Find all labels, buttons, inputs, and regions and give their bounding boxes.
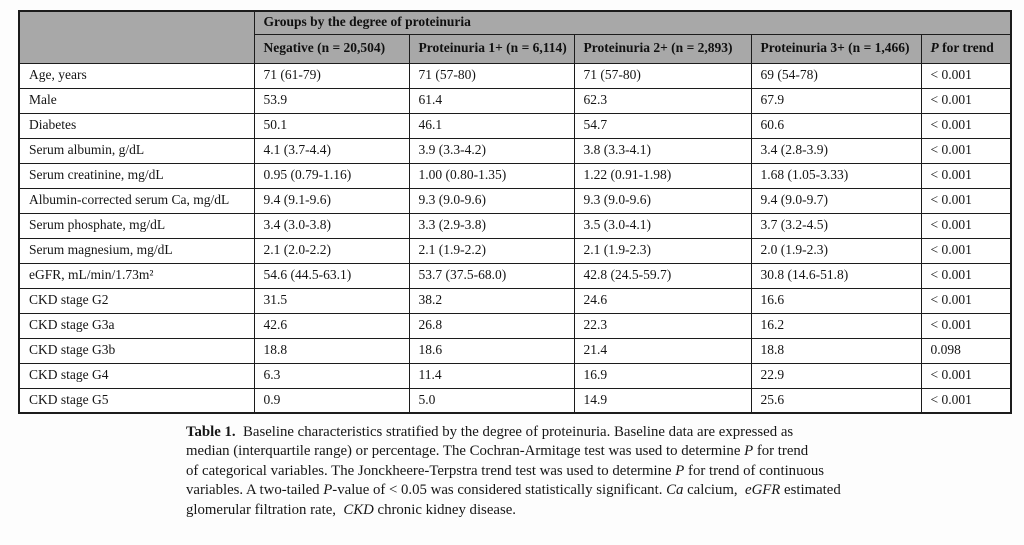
- cell-proteinuria-2: 9.3 (9.0-9.6): [574, 188, 751, 213]
- cell-proteinuria-1: 71 (57-80): [409, 63, 574, 88]
- cell-negative: 18.8: [254, 338, 409, 363]
- cell-proteinuria-2: 22.3: [574, 313, 751, 338]
- cell-negative: 4.1 (3.7-4.4): [254, 138, 409, 163]
- caption-line: [186, 442, 876, 461]
- cell-proteinuria-1: 61.4: [409, 88, 574, 113]
- group-header-row: [19, 11, 1011, 34]
- row-label: Serum magnesium, mg/dL: [19, 238, 254, 263]
- cell-negative: 54.6 (44.5-63.1): [254, 263, 409, 288]
- table-row: [19, 288, 1011, 313]
- cell-proteinuria-3: 16.2: [751, 313, 921, 338]
- caption-segment: Baseline characteristics stratified by the degree of proteinuria. Baseline data are expressed as: [235, 424, 794, 440]
- caption-segment: estimated: [780, 482, 841, 499]
- row-label: Age, years: [19, 63, 254, 88]
- table-row: [19, 88, 1011, 113]
- cell-proteinuria-2: 71 (57-80): [574, 63, 751, 88]
- cell-negative: 53.9: [254, 88, 409, 113]
- cell-proteinuria-3: 18.8: [751, 338, 921, 363]
- table-caption: [186, 423, 876, 520]
- cell-proteinuria-3: 25.6: [751, 388, 921, 413]
- table-row: [19, 113, 1011, 138]
- cell-proteinuria-1: 2.1 (1.9-2.2): [409, 238, 574, 263]
- table-row: [19, 188, 1011, 213]
- row-label: Serum phosphate, mg/dL: [19, 213, 254, 238]
- group-header-cell: Groups by the degree of proteinuria: [254, 11, 1011, 34]
- cell-proteinuria-1: 38.2: [409, 288, 574, 313]
- caption-segment: for trend: [753, 443, 809, 460]
- cell-proteinuria-3: 3.4 (2.8-3.9): [751, 138, 921, 163]
- row-label: Albumin-corrected serum Ca, mg/dL: [19, 188, 254, 213]
- cell-negative: 71 (61-79): [254, 63, 409, 88]
- cell-proteinuria-2: 2.1 (1.9-2.3): [574, 238, 751, 263]
- cell-proteinuria-2: 62.3: [574, 88, 751, 113]
- cell-p-for-trend: < 0.001: [921, 88, 1011, 113]
- table-row: [19, 313, 1011, 338]
- cell-p-for-trend: < 0.001: [921, 163, 1011, 188]
- cell-proteinuria-1: 9.3 (9.0-9.6): [409, 188, 574, 213]
- cell-proteinuria-2: 3.5 (3.0-4.1): [574, 213, 751, 238]
- caption-line: [186, 423, 876, 442]
- cell-proteinuria-3: 1.68 (1.05-3.33): [751, 163, 921, 188]
- column-header-negative: Negative (n = 20,504): [254, 34, 409, 63]
- column-header-proteinuria-3: Proteinuria 3+ (n = 1,466): [751, 34, 921, 63]
- caption-line: [186, 501, 876, 520]
- cell-negative: 9.4 (9.1-9.6): [254, 188, 409, 213]
- cell-proteinuria-2: 14.9: [574, 388, 751, 413]
- cell-proteinuria-3: 69 (54-78): [751, 63, 921, 88]
- cell-negative: 0.9: [254, 388, 409, 413]
- row-label: Serum creatinine, mg/dL: [19, 163, 254, 188]
- caption-segment: -value of < 0.05 was considered statistically significant.: [332, 482, 667, 499]
- cell-proteinuria-2: 21.4: [574, 338, 751, 363]
- cell-proteinuria-1: 46.1: [409, 113, 574, 138]
- cell-proteinuria-2: 24.6: [574, 288, 751, 313]
- cell-proteinuria-1: 3.3 (2.9-3.8): [409, 213, 574, 238]
- row-label: CKD stage G3b: [19, 338, 254, 363]
- cell-p-for-trend: < 0.001: [921, 288, 1011, 313]
- row-label: Serum albumin, g/dL: [19, 138, 254, 163]
- caption-segment: for trend of continuous: [684, 462, 825, 479]
- cell-proteinuria-2: 16.9: [574, 363, 751, 388]
- caption-segment: P: [675, 462, 685, 479]
- cell-proteinuria-2: 3.8 (3.3-4.1): [574, 138, 751, 163]
- cell-proteinuria-1: 1.00 (0.80-1.35): [409, 163, 574, 188]
- cell-p-for-trend: < 0.001: [921, 263, 1011, 288]
- column-header-p-for-trend: [921, 34, 1011, 63]
- cell-p-for-trend: < 0.001: [921, 363, 1011, 388]
- cell-proteinuria-3: 9.4 (9.0-9.7): [751, 188, 921, 213]
- caption-line: [186, 481, 876, 500]
- caption-segment: chronic kidney disease.: [373, 501, 516, 518]
- table-row: [19, 263, 1011, 288]
- table-row: [19, 213, 1011, 238]
- cell-p-for-trend: < 0.001: [921, 113, 1011, 138]
- table-row: [19, 363, 1011, 388]
- cell-proteinuria-1: 3.9 (3.3-4.2): [409, 138, 574, 163]
- table-row: [19, 388, 1011, 413]
- cell-proteinuria-1: 11.4: [409, 363, 574, 388]
- cell-proteinuria-1: 5.0: [409, 388, 574, 413]
- cell-proteinuria-3: 30.8 (14.6-51.8): [751, 263, 921, 288]
- cell-proteinuria-2: 42.8 (24.5-59.7): [574, 263, 751, 288]
- baseline-characteristics-table: [18, 10, 1012, 414]
- empty-corner-header-cell: [19, 11, 254, 63]
- caption-segment: variables. A two-tailed: [186, 482, 324, 499]
- cell-proteinuria-3: 3.7 (3.2-4.5): [751, 213, 921, 238]
- cell-p-for-trend: < 0.001: [921, 188, 1011, 213]
- cell-proteinuria-1: 26.8: [409, 313, 574, 338]
- caption-segment: median (interquartile range) or percentage. The Cochran-Armitage test was used to determine: [186, 443, 745, 460]
- column-header-proteinuria-2: Proteinuria 2+ (n = 2,893): [574, 34, 751, 63]
- caption-line: [186, 462, 876, 481]
- cell-proteinuria-3: 16.6: [751, 288, 921, 313]
- row-label: Diabetes: [19, 113, 254, 138]
- cell-negative: 0.95 (0.79-1.16): [254, 163, 409, 188]
- cell-negative: 42.6: [254, 313, 409, 338]
- cell-negative: 50.1: [254, 113, 409, 138]
- caption-segment: P: [323, 482, 333, 499]
- cell-negative: 31.5: [254, 288, 409, 313]
- p-for-trend-italic-p: P: [930, 40, 939, 56]
- cell-p-for-trend: < 0.001: [921, 313, 1011, 338]
- cell-proteinuria-2: 54.7: [574, 113, 751, 138]
- caption-segment: Table 1.: [186, 424, 236, 440]
- table-row: [19, 138, 1011, 163]
- cell-negative: 6.3: [254, 363, 409, 388]
- caption-segment: eGFR: [745, 482, 781, 499]
- table-row: [19, 338, 1011, 363]
- row-label: CKD stage G4: [19, 363, 254, 388]
- caption-segment: Ca: [666, 482, 684, 499]
- row-label: Male: [19, 88, 254, 113]
- p-for-trend-rest: for trend: [938, 40, 994, 56]
- cell-proteinuria-1: 18.6: [409, 338, 574, 363]
- cell-negative: 2.1 (2.0-2.2): [254, 238, 409, 263]
- cell-proteinuria-3: 2.0 (1.9-2.3): [751, 238, 921, 263]
- cell-p-for-trend: < 0.001: [921, 238, 1011, 263]
- cell-p-for-trend: < 0.001: [921, 63, 1011, 88]
- cell-negative: 3.4 (3.0-3.8): [254, 213, 409, 238]
- caption-segment: CKD: [343, 501, 374, 518]
- caption-segment: P: [744, 443, 754, 460]
- column-header-proteinuria-1: Proteinuria 1+ (n = 6,114): [409, 34, 574, 63]
- cell-proteinuria-2: 1.22 (0.91-1.98): [574, 163, 751, 188]
- cell-p-for-trend: < 0.001: [921, 138, 1011, 163]
- cell-proteinuria-3: 60.6: [751, 113, 921, 138]
- row-label: CKD stage G2: [19, 288, 254, 313]
- caption-segment: glomerular filtration rate,: [186, 501, 344, 518]
- cell-proteinuria-3: 67.9: [751, 88, 921, 113]
- table-row: [19, 238, 1011, 263]
- row-label: CKD stage G5: [19, 388, 254, 413]
- cell-p-for-trend: < 0.001: [921, 388, 1011, 413]
- table-row: [19, 163, 1011, 188]
- cell-p-for-trend: < 0.001: [921, 213, 1011, 238]
- cell-proteinuria-1: 53.7 (37.5-68.0): [409, 263, 574, 288]
- table-row: [19, 63, 1011, 88]
- caption-segment: calcium,: [683, 482, 746, 499]
- cell-proteinuria-3: 22.9: [751, 363, 921, 388]
- cell-p-for-trend: 0.098: [921, 338, 1011, 363]
- row-label: CKD stage G3a: [19, 313, 254, 338]
- row-label: eGFR, mL/min/1.73m²: [19, 263, 254, 288]
- caption-segment: of categorical variables. The Jonckheere-Terpstra trend test was used to determine: [186, 462, 676, 479]
